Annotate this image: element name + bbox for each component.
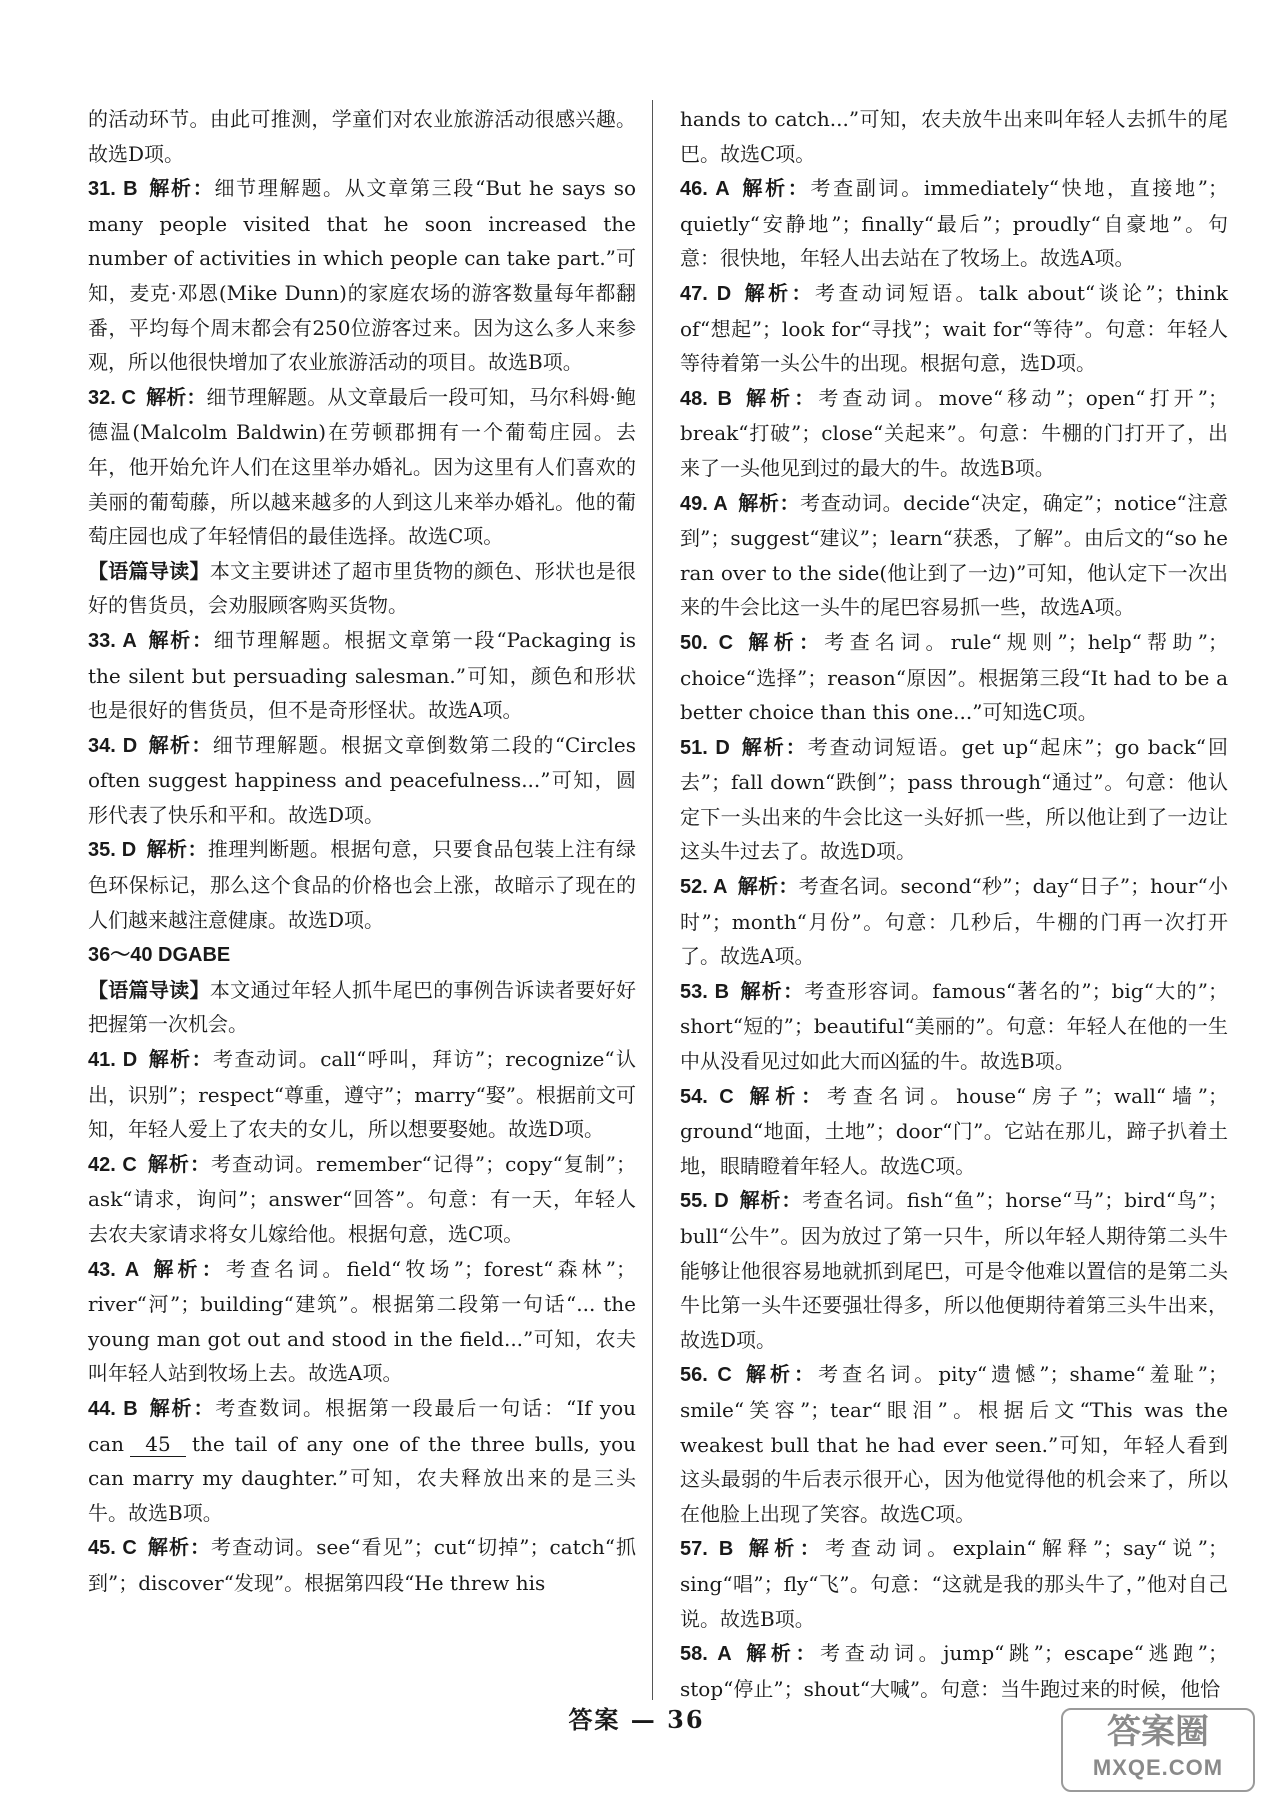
analysis-label: 解析： xyxy=(739,978,805,1003)
answer-text: 考查名词。rule“规则”；help“帮助”；choice“选择”；reason“原因”。根据第三段“It had to be a better choice than this one...”可知选C项。 xyxy=(680,629,1228,725)
analysis-label: 解析： xyxy=(741,1641,821,1666)
answer-item xyxy=(88,554,636,623)
answer-item xyxy=(680,1531,1228,1636)
section-title: 【语篇导读】 xyxy=(88,977,210,1002)
answer-text: 本文主要讲述了超市里货物的颜色、形状也是很好的售货员，会劝服顾客购买货物。 xyxy=(88,558,637,618)
answer-number: 49. A xyxy=(680,492,728,515)
answer-number: 56. C xyxy=(680,1364,732,1387)
answer-item xyxy=(88,1147,636,1252)
analysis-label: 解析： xyxy=(743,1536,826,1561)
answer-item xyxy=(680,1357,1228,1531)
analysis-label: 解析： xyxy=(147,732,213,757)
analysis-label: 解析： xyxy=(743,1083,827,1108)
answer-text: 细节理解题。从文章第三段“But he says so many people visited that he soon increased the number of activities in which people can take part.”可知，麦克·邓恩(Mike Dunn)的家庭农场的游客数量每年都翻番，平均每个周末都会有250位游客过来。因为这么多人来参观，所以他很快增加了农业旅游活动的项目。故选B项。 xyxy=(88,176,636,375)
answer-text: 考查名词。fish“鱼”；horse“马”；bird“鸟”；bull“公牛”。因为放过了第一只牛，所以年轻人期待第二头牛能够让他很容易地就抓到尾巴，可是令他难以置信的是第二头牛比第一头牛还要强壮得多，所以他便期待着第三头牛出来，故选D项。 xyxy=(680,1188,1229,1352)
answer-item xyxy=(88,171,636,380)
answer-item xyxy=(680,730,1228,869)
answer-number: 54. C xyxy=(680,1085,734,1108)
analysis-label: 解析： xyxy=(147,176,215,201)
answer-number: 53. B xyxy=(680,980,730,1003)
left-column xyxy=(88,102,636,1601)
answer-number: 34. D xyxy=(88,734,138,757)
answer-item xyxy=(88,728,636,833)
answer-item xyxy=(88,102,636,171)
answer-item xyxy=(88,380,636,554)
analysis-label: 解析： xyxy=(146,627,214,652)
answer-number: 43. A xyxy=(88,1258,140,1281)
answer-number: 41. D xyxy=(88,1049,138,1072)
answer-number: 50. C xyxy=(680,631,734,654)
answer-number: 33. A xyxy=(88,629,137,652)
answer-text: 考查名词。field“牧场”；forest“森林”；river“河”；building“建筑”。根据第二段第一句话“... the young man got out and stood in the field...”可知，农夫叫年轻人站到牧场上去。故选A项。 xyxy=(88,1256,637,1386)
analysis-label: 解析： xyxy=(741,1362,819,1387)
answer-text: 考查名词。house“房子”；wall“墙”；ground“地面，土地”；door“门”。它站在那儿，蹄子扒着土地，眼睛瞪着年轻人。故选C项。 xyxy=(680,1083,1229,1178)
answer-text: 细节理解题。根据文章第一段“Packaging is the silent but persuading salesman.”可知，颜色和形状也是很好的售货员，但不是奇形怪状。故选A项。 xyxy=(88,627,637,723)
page-footer: 答案 — 36 xyxy=(568,1705,705,1734)
right-column xyxy=(680,102,1228,1706)
answer-text: 细节理解题。根据文章倒数第二段的“Circles often suggest happiness and peacefulness...”可知，圆形代表了快乐和平和。故选D项。 xyxy=(88,732,636,827)
answer-text: 考查副词。immediately“快地，直接地”；quietly“安静地”；finally“最后”；proudly“自豪地”。句意：很快地，年轻人出去站在了牧场上。故选A项。 xyxy=(680,176,1229,271)
answer-number: 42. C xyxy=(88,1153,137,1176)
answer-number: 48. B xyxy=(680,387,732,410)
watermark-line1: 答案圈 xyxy=(1107,1713,1209,1751)
analysis-label: 解析： xyxy=(738,1188,803,1213)
answer-text: 考查数词。根据第一段最后一句话：“If you can xyxy=(88,1395,636,1456)
analysis-label: 解析： xyxy=(145,384,207,409)
answer-number: 32. C xyxy=(88,386,136,409)
answer-number: 46. A xyxy=(680,178,730,201)
answer-text: 考查形容词。famous“著名的”；big“大的”；short“短的”；beautiful“美丽的”。句意：年轻人在他的一生中从没看见过如此大而凶猛的牛。故选B项。 xyxy=(680,978,1228,1074)
answer-number: 47. D xyxy=(680,282,732,305)
answer-item xyxy=(680,486,1228,625)
answer-number: 35. D xyxy=(88,839,137,862)
answer-number: 31. B xyxy=(88,178,138,201)
watermark-logo xyxy=(1061,1708,1255,1792)
answer-text: 考查动词短语。get up“起床”；go back“回去”；fall down“跌倒”；pass through“通过”。句意：他认定下一头出来的牛会比这一头好抓一些，所以他让到了一边让这头牛过去了。故选D项。 xyxy=(680,734,1228,864)
column-divider xyxy=(652,100,653,1700)
analysis-label: 解析： xyxy=(147,1047,214,1072)
analysis-label: 解析： xyxy=(146,837,208,862)
answer-number: 55. D xyxy=(680,1190,729,1213)
section-title: 【语篇导读】 xyxy=(88,558,210,583)
analysis-label: 解析： xyxy=(149,1256,226,1281)
answer-item xyxy=(680,974,1228,1079)
answer-text: 考查名词。pity“遗憾”；shame“羞耻”；smile“笑容”；tear“眼泪”。根据后文“This was the weakest bull that he had ever seen.”可知，年轻人看到这头最弱的牛后表示很开心，因为他觉得他的机会来了，所以在他脸上出现了笑容。故选C项。 xyxy=(680,1362,1228,1526)
analysis-label: 解析： xyxy=(147,1395,216,1420)
answer-text: 考查动词。move“移动”；open“打开”；break“打破”；close“关起来”。句意：牛棚的门打开了，出来了一头他见到过的最大的牛。故选B项。 xyxy=(680,385,1228,480)
answer-item xyxy=(680,276,1228,381)
answer-item xyxy=(88,1391,636,1530)
analysis-label: 解析： xyxy=(741,280,815,305)
answer-number: 52. A xyxy=(680,876,728,899)
analysis-label: 解析： xyxy=(146,1535,212,1560)
answer-number: 45. C xyxy=(88,1537,137,1560)
answer-number: 36～40 DGABE xyxy=(88,944,231,967)
answer-text: the tail of any one of the three bulls, you can marry my daughter.”可知，农夫释放出来的是三头牛。故选B项。 xyxy=(88,1431,636,1525)
answer-text: 的活动环节。由此可推测，学童们对农业旅游活动很感兴趣。故选D项。 xyxy=(88,107,636,166)
answer-text: 考查动词。decide“决定，确定”；notice“注意到”；suggest“建议”；learn“获悉，了解”。由后文的“so he ran over to the side(他让到了一边)”可知，他认定下一次出来的牛会比这一头牛的尾巴容易抓一些，故选A项。 xyxy=(680,490,1228,620)
answer-item xyxy=(680,102,1228,171)
answer-item xyxy=(88,1252,636,1391)
answer-item xyxy=(680,381,1228,486)
watermark-line2: MXQE.COM xyxy=(1092,1755,1224,1780)
answer-text: 考查名词。second“秒”；day“日子”；hour“小时”；month“月份”。句意：几秒后，牛棚的门再一次打开了。故选A项。 xyxy=(680,874,1229,969)
answer-item xyxy=(680,625,1228,730)
analysis-label: 解析： xyxy=(739,734,808,759)
answer-item xyxy=(88,973,636,1042)
answer-text: 推理判断题。根据句意，只要食品包装上注有绿色环保标记，那么这个食品的价格也会上涨，故暗示了现在的人们越来越注意健康。故选D项。 xyxy=(88,837,637,932)
answer-item xyxy=(680,171,1228,276)
answer-number: 58. A xyxy=(680,1643,732,1666)
answer-number: 57. B xyxy=(680,1538,734,1561)
answer-text: 考查动词。call“呼叫，拜访”；recognize“认出，识别”；respect“尊重，遵守”；marry“娶”。根据前文可知，年轻人爱上了农夫的女儿，所以想要娶她。故选D项。 xyxy=(88,1047,636,1142)
answer-item xyxy=(680,1183,1228,1357)
analysis-label: 解析： xyxy=(743,629,825,654)
answer-number: 44. B xyxy=(88,1397,138,1420)
answer-text: 考查动词。explain“解释”；say“说”；sing“唱”；fly“飞”。句意：“这就是我的那头牛了，”他对自己说。故选B项。 xyxy=(680,1536,1229,1631)
answer-text: 本文通过年轻人抓牛尾巴的事例告诉读者要好好把握第一次机会。 xyxy=(88,977,637,1037)
answer-item xyxy=(88,832,636,937)
answer-text: 考查动词短语。talk about“谈论”；think of“想起”；look for“寻找”；wait for“等待”。句意：年轻人等待着第一头公牛的出现。根据句意，选D项。 xyxy=(680,280,1228,376)
answer-item xyxy=(88,1042,636,1147)
answer-item xyxy=(88,937,636,973)
answer-item xyxy=(88,623,636,728)
analysis-label: 解析： xyxy=(741,385,819,410)
answer-text: hands to catch...”可知，农夫放牛出来叫年轻人去抓牛的尾巴。故选C项。 xyxy=(680,107,1228,166)
analysis-label: 解析： xyxy=(737,874,799,899)
analysis-label: 解析： xyxy=(739,176,811,201)
analysis-label: 解析： xyxy=(737,490,801,515)
blank-number: 45 xyxy=(130,1432,186,1457)
answer-item xyxy=(680,1636,1228,1706)
answer-number: 51. D xyxy=(680,736,730,759)
answer-text: 细节理解题。从文章最后一段可知，马尔科姆·鲍德温(Malcolm Baldwin)在劳顿郡拥有一个葡萄庄园。去年，他开始允许人们在这里举办婚礼。因为这里有人们喜欢的美丽的葡萄藤，所以越来越多的人到这儿来举办婚礼。他的葡萄庄园也成了年轻情侣的最佳选择。故选C项。 xyxy=(88,384,636,549)
answer-text: 考查动词。remember“记得”；copy“复制”；ask“请求，询问”；answer“回答”。句意：有一天，年轻人去农夫家请求将女儿嫁给他。根据句意，选C项。 xyxy=(88,1151,637,1246)
answer-item xyxy=(680,869,1228,974)
answer-text: 考查动词。see“看见”；cut“切掉”；catch“抓到”；discover“发现”。根据第四段“He threw his xyxy=(88,1535,637,1595)
answer-text: 考查动词。jump“跳”；escape“逃跑”；stop“停止”；shout“大喊”。句意：当牛跑过来的时候，他恰 xyxy=(680,1641,1228,1701)
answer-item xyxy=(680,1079,1228,1184)
answer-item xyxy=(88,1530,636,1600)
analysis-label: 解析： xyxy=(146,1151,211,1176)
